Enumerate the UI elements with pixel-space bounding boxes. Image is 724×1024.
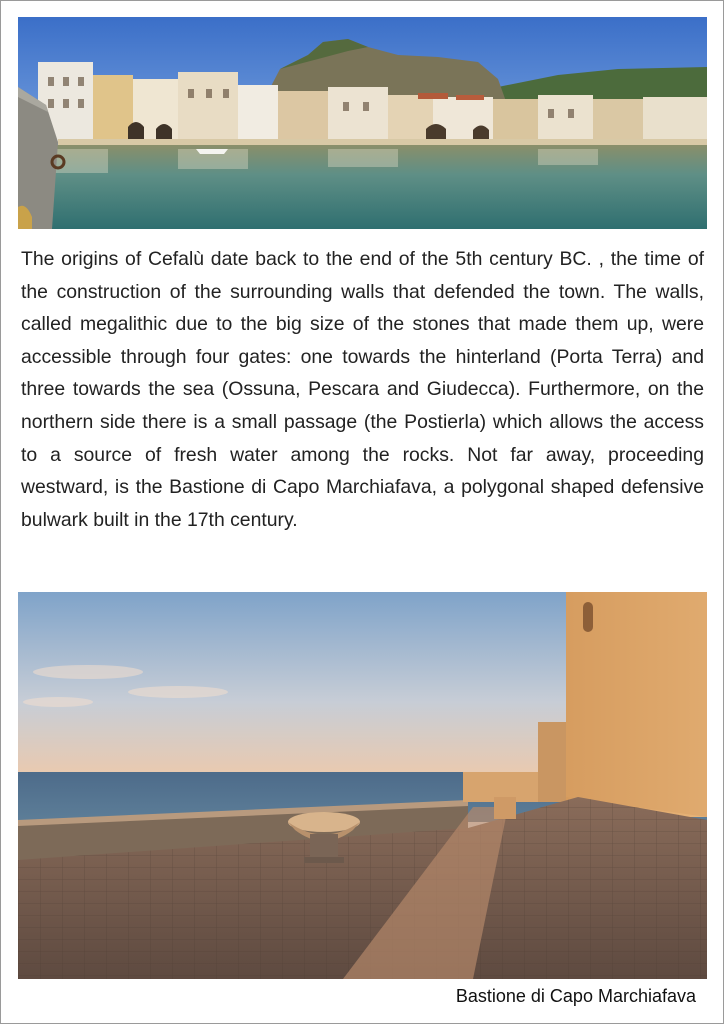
bastione-photo	[18, 592, 707, 979]
cefalu-seafront-photo	[18, 17, 707, 229]
article-body-text: The origins of Cefalù date back to the end of the 5th century BC. , the time of the construction of the surrounding walls that defended the town. The walls, called megalithic due to the big size of the stones that made them up, were accessible through four gates: one towards the hinterland (Porta Terra) and three towards the sea (Ossuna, Pescara and Giudecca). Furthermore, on the northern side there is a small passage (the Postierla) which allows the access to a source of fresh water among the rocks. Not far away, proceeding westward, is the Bastione di Capo Marchiafava, a polygonal shaped defensive bulwark built in the 17th century.	[21, 248, 704, 531]
photo-caption: Bastione di Capo Marchiafava	[455, 986, 696, 1006]
